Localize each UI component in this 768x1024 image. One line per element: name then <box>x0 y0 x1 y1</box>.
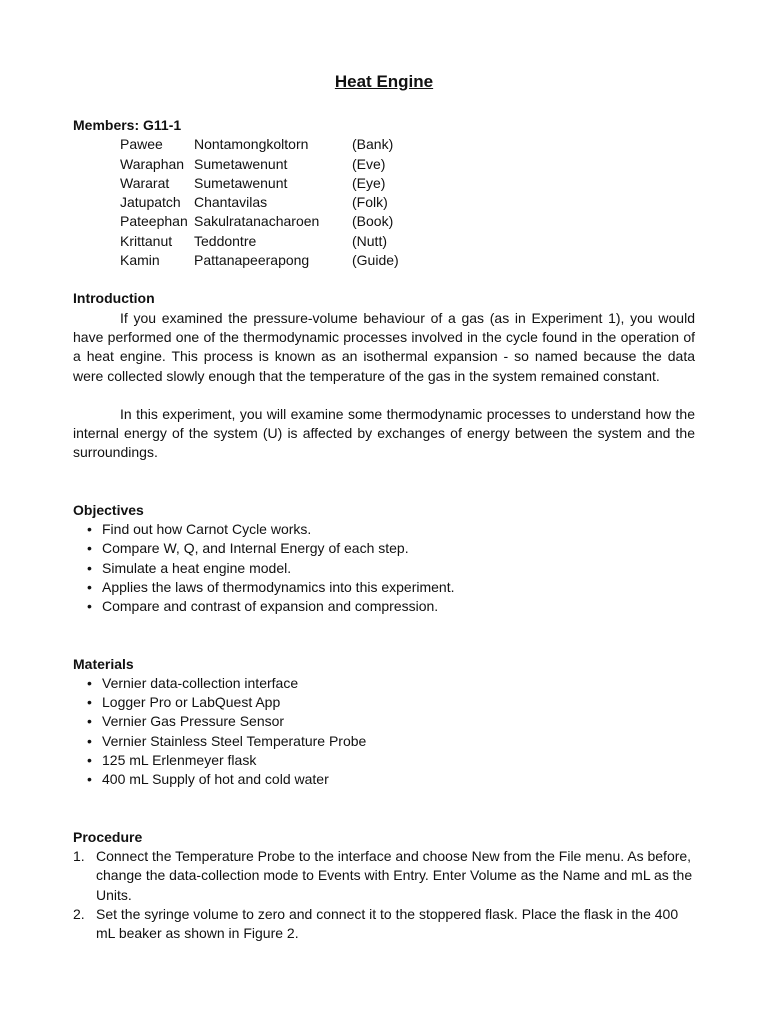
members-heading: Members: G11-1 <box>73 117 182 133</box>
member-first-name: Waraphan <box>120 155 185 172</box>
member-row <box>120 174 695 193</box>
bullet-icon: • <box>87 521 92 538</box>
list-item <box>87 693 695 712</box>
step-text: Set the syringe volume to zero and connect it to the stoppered flask. Place the flask in the 400 mL beaker as shown in Figure 2. <box>96 905 679 942</box>
member-row <box>120 251 695 270</box>
member-nickname: (Book) <box>352 213 394 230</box>
bullet-icon: • <box>87 540 92 557</box>
bullet-icon: • <box>87 694 92 711</box>
member-nickname: (Bank) <box>352 136 394 153</box>
list-item <box>87 732 695 751</box>
bullet-icon: • <box>87 713 92 730</box>
material-text: Vernier Gas Pressure Sensor <box>102 713 285 730</box>
member-first-name: Wararat <box>120 174 170 191</box>
member-last-name: Nontamongkoltorn <box>194 136 309 153</box>
member-first-name: Pawee <box>120 136 163 153</box>
member-last-name: Teddontre <box>194 232 257 249</box>
list-item <box>87 539 695 558</box>
procedure-step <box>73 905 695 944</box>
member-last-name: Sumetawenunt <box>194 174 288 191</box>
list-item <box>87 520 695 539</box>
bullet-icon: • <box>87 674 92 691</box>
objective-text: Compare W, Q, and Internal Energy of each step. <box>102 540 409 557</box>
procedure-list <box>73 847 695 943</box>
list-item <box>87 751 695 770</box>
bullet-icon: • <box>87 752 92 769</box>
introduction-heading: Introduction <box>73 290 155 307</box>
bullet-icon: • <box>87 559 92 576</box>
material-text: Vernier Stainless Steel Temperature Probe <box>102 732 367 749</box>
introduction-paragraph-2: In this experiment, you will examine some thermodynamic processes to understand how the internal energy of the system (U) is affected by exchanges of energy between the system and the surroundings. <box>73 405 695 461</box>
bullet-icon: • <box>87 732 92 749</box>
member-row <box>120 232 695 251</box>
member-first-name: Krittanut <box>120 232 173 249</box>
member-row <box>120 155 695 174</box>
objective-text: Simulate a heat engine model. <box>102 559 292 576</box>
member-first-name: Jatupatch <box>120 194 181 211</box>
bullet-icon: • <box>87 771 92 788</box>
member-last-name: Chantavilas <box>194 194 268 211</box>
member-nickname: (Eve) <box>352 155 386 172</box>
objective-text: Compare and contrast of expansion and compression. <box>102 598 439 615</box>
list-item <box>87 559 695 578</box>
member-last-name: Pattanapeerapong <box>194 252 310 269</box>
materials-heading: Materials <box>73 655 134 672</box>
procedure-heading: Procedure <box>73 828 143 845</box>
material-text: 125 mL Erlenmeyer flask <box>102 752 257 769</box>
member-row <box>120 193 695 212</box>
member-nickname: (Nutt) <box>352 232 387 249</box>
document-page <box>73 70 695 943</box>
list-item <box>87 712 695 731</box>
list-item <box>87 597 695 616</box>
member-nickname: (Eye) <box>352 174 386 191</box>
member-row <box>120 135 695 154</box>
step-text: Connect the Temperature Probe to the interface and choose New from the File menu. As before, change the data-collection mode to Events with Entry. Enter Volume as the Name and mL as the Units. <box>96 847 693 903</box>
objectives-heading: Objectives <box>73 501 144 518</box>
members-list <box>120 135 695 270</box>
procedure-step <box>73 847 695 905</box>
member-first-name: Pateephan <box>120 213 188 230</box>
list-item <box>87 770 695 789</box>
member-nickname: (Guide) <box>352 252 399 269</box>
objective-text: Find out how Carnot Cycle works. <box>102 521 312 538</box>
materials-list <box>73 674 695 790</box>
bullet-icon: • <box>87 598 92 615</box>
material-text: Vernier data-collection interface <box>102 674 299 691</box>
objective-text: Applies the laws of thermodynamics into this experiment. <box>102 578 455 595</box>
member-nickname: (Folk) <box>352 194 388 211</box>
list-item <box>87 674 695 693</box>
member-first-name: Kamin <box>120 252 160 269</box>
material-text: Logger Pro or LabQuest App <box>102 694 281 711</box>
material-text: 400 mL Supply of hot and cold water <box>102 771 329 788</box>
objectives-list <box>73 520 695 616</box>
bullet-icon: • <box>87 578 92 595</box>
step-number: 1. <box>73 847 85 864</box>
list-item <box>87 578 695 597</box>
member-last-name: Sakulratanacharoen <box>194 213 320 230</box>
member-last-name: Sumetawenunt <box>194 155 288 172</box>
document-title: Heat Engine <box>334 72 434 91</box>
member-row <box>120 212 695 231</box>
introduction-paragraph-1: If you examined the pressure-volume behaviour of a gas (as in Experiment 1), you would have performed one of the thermodynamic processes involved in the cycle found in the operation of a heat engine. This process is known as an isothermal expansion - so named because the data were collected slowly enough that the temperature of the gas in the system remained constant. <box>73 309 695 384</box>
step-number: 2. <box>73 905 85 922</box>
